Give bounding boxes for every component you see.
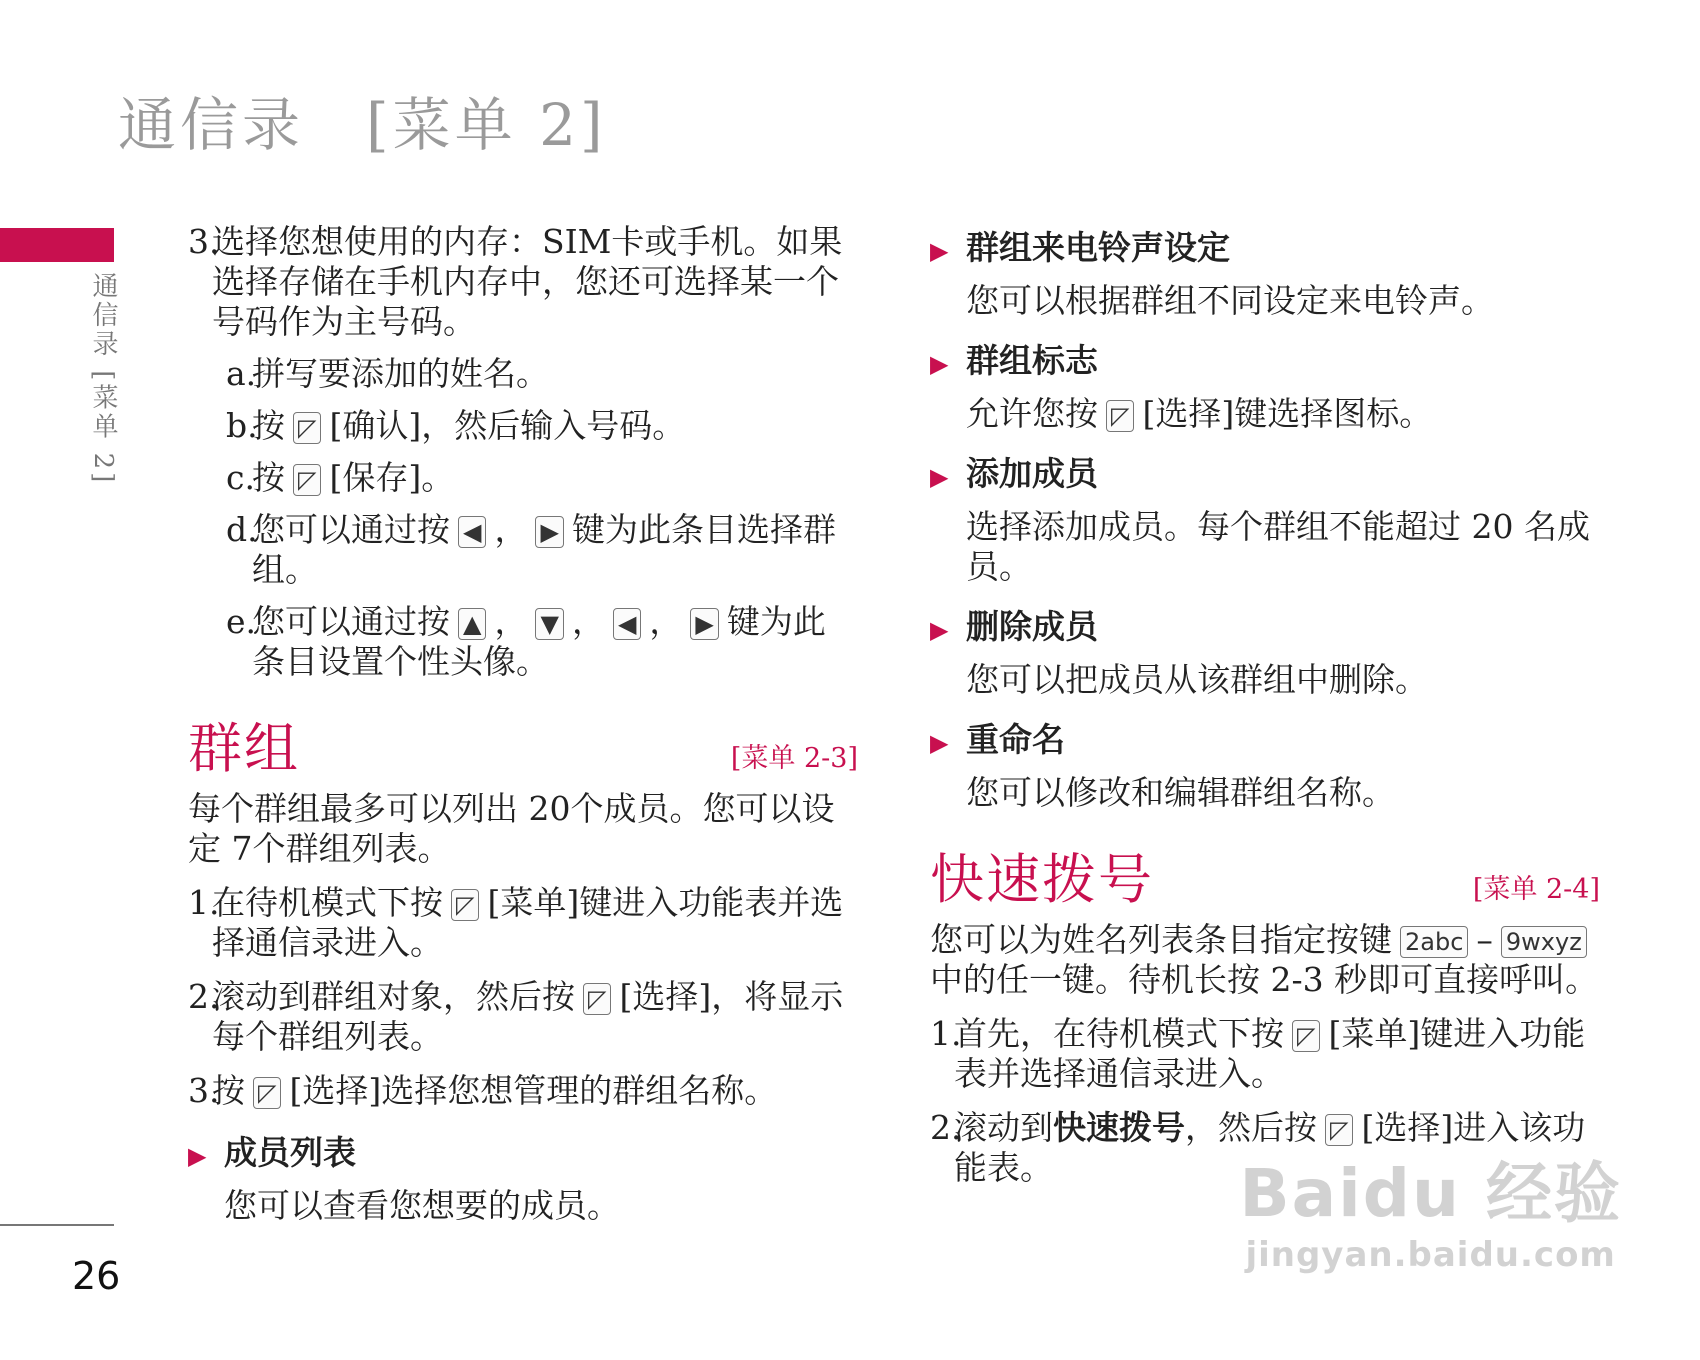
bullet-desc: 您可以查看您想要的成员。 [224, 1186, 620, 1225]
sub-step-text: 键为此条目选择群组。 [252, 510, 836, 589]
left-softkey-icon: ◸ [583, 983, 611, 1015]
step-number: 3. [188, 1071, 220, 1110]
sub-step-text: 您可以通过按 [252, 510, 450, 549]
intro-text: 中的任一键。待机长按 2-3 秒即可直接呼叫。 [930, 960, 1599, 999]
key-9-icon: 9wxyz [1501, 926, 1587, 958]
group-section-title: 群组 [188, 717, 300, 780]
step-text: 选择您想使用的内存：SIM卡或手机。如果选择存储在手机内存中，您还可选择某一个号码作为主号码。 [212, 222, 843, 341]
step-body [954, 1108, 1600, 1188]
speed-dial-section-title: 快速拨号 [930, 848, 1154, 911]
step-body [212, 1071, 858, 1111]
bullet-desc-text: 允许您按 [966, 394, 1098, 433]
sub-step-text: 拼写要添加的姓名。 [252, 354, 549, 393]
step-number: 1. [930, 1014, 962, 1053]
step-text: [菜单]键进入功能表并选择通信录进入。 [212, 883, 844, 962]
speed-dial-intro [930, 920, 1600, 1000]
step-text: [菜单]键进入功能表并选择通信录进入。 [954, 1014, 1586, 1093]
bullet-desc: 您可以把成员从该群组中删除。 [966, 660, 1428, 699]
nav-left-key-icon: ◀ [458, 516, 486, 548]
bullet-group-icon [930, 335, 1600, 382]
bullet-group-ringtone [930, 222, 1600, 269]
triangle-bullet-icon: ▶ [930, 350, 949, 378]
left-softkey-icon: ◸ [1106, 400, 1134, 432]
separator: ， [494, 602, 528, 641]
step-text: [选择]，将显示每个群组列表。 [212, 977, 844, 1056]
sub-step-body [252, 510, 858, 590]
group-step-2 [188, 977, 858, 1057]
bullet-label: 成员列表 [224, 1133, 356, 1172]
right-column [930, 222, 1600, 1188]
left-softkey-icon: ◸ [451, 889, 479, 921]
triangle-bullet-icon: ▶ [930, 237, 949, 265]
sub-step-text: 键为此条目设置个性头像。 [252, 602, 826, 681]
step-number: 2. [930, 1108, 962, 1147]
step-body [954, 1014, 1600, 1094]
speed-dial-menu-ref: [菜单 2-4] [1472, 874, 1600, 905]
nav-down-key-icon: ▼ [535, 608, 563, 640]
step-text: 滚动到群组对象，然后按 [212, 977, 575, 1016]
step-number: 2. [188, 977, 220, 1016]
speed-dial-step-1 [930, 1014, 1600, 1094]
group-intro: 每个群组最多可以列出 20个成员。您可以设定 7个群组列表。 [188, 789, 835, 868]
nav-up-key-icon: ▲ [458, 608, 486, 640]
step-text: [选择]进入该功能表。 [954, 1108, 1586, 1187]
sub-step-number: a. [226, 354, 257, 393]
step-body [212, 977, 858, 1057]
bullet-label: 添加成员 [966, 454, 1098, 493]
page-header-title: 通信录 [菜单 2] [118, 91, 607, 159]
sub-step-d [226, 510, 858, 590]
sub-step-body [252, 602, 858, 682]
triangle-bullet-icon: ▶ [930, 463, 949, 491]
left-softkey-icon: ◸ [253, 1077, 281, 1109]
triangle-bullet-icon: ▶ [188, 1142, 207, 1170]
bullet-rename [930, 714, 1600, 761]
watermark-url: jingyan.baidu.com [1245, 1235, 1616, 1275]
nav-left-key-icon: ◀ [613, 608, 641, 640]
bullet-desc-text: [选择]键选择图标。 [1142, 394, 1433, 433]
step-text: 滚动到 [954, 1108, 1053, 1147]
group-menu-ref: [菜单 2-3] [730, 743, 858, 774]
bullet-desc: 选择添加成员。每个群组不能超过 20 名成员。 [966, 507, 1590, 586]
speed-dial-section-header [930, 837, 1600, 914]
step-3-memory [188, 222, 858, 342]
sub-step-text: 按 [252, 406, 285, 445]
group-step-1 [188, 883, 858, 963]
step-text: 按 [212, 1071, 245, 1110]
sub-step-a [226, 354, 858, 394]
sub-step-number: b. [226, 406, 258, 445]
group-step-3 [188, 1071, 858, 1111]
bullet-desc: 您可以修改和编辑群组名称。 [966, 773, 1395, 812]
separator: ， [494, 510, 528, 549]
sub-step-number: e. [226, 602, 257, 641]
bullet-label: 群组标志 [966, 341, 1098, 380]
step-text: 在待机模式下按 [212, 883, 443, 922]
side-vertical-label: 通信录 [菜单 2] [88, 272, 118, 486]
step-number: 1. [188, 883, 220, 922]
page-number: 26 [72, 1254, 121, 1298]
key-2-icon: 2abc [1400, 926, 1468, 958]
triangle-bullet-icon: ▶ [930, 616, 949, 644]
triangle-bullet-icon: ▶ [930, 729, 949, 757]
bullet-delete-member [930, 601, 1600, 648]
bullet-member-list [188, 1127, 858, 1174]
side-accent-bar [0, 228, 114, 262]
step-text: ，然后按 [1185, 1108, 1317, 1147]
sub-step-text: 按 [252, 458, 285, 497]
separator: ， [571, 602, 605, 641]
watermark-logo: Baidu 经验 [1239, 1155, 1622, 1232]
nav-right-key-icon: ▶ [535, 516, 563, 548]
sub-step-body [252, 458, 858, 498]
page-number-rule [0, 1224, 114, 1226]
sub-step-text: [确认]，然后输入号码。 [329, 406, 686, 445]
left-softkey-icon: ◸ [293, 464, 321, 496]
bullet-label: 群组来电铃声设定 [966, 228, 1230, 267]
sub-step-e [226, 602, 858, 682]
left-softkey-icon: ◸ [1292, 1020, 1320, 1052]
sub-step-body [252, 406, 858, 446]
left-column [188, 222, 858, 1226]
bullet-label: 重命名 [966, 720, 1065, 759]
step-number: 3. [188, 222, 220, 261]
bullet-desc [966, 394, 1600, 434]
range-dash: – [1476, 920, 1493, 959]
step-body [212, 883, 858, 963]
sub-step-b [226, 406, 858, 446]
group-section-header [188, 706, 858, 783]
bullet-label: 删除成员 [966, 607, 1098, 646]
left-softkey-icon: ◸ [293, 412, 321, 444]
step-text: [选择]选择您想管理的群组名称。 [289, 1071, 778, 1110]
step-text: 首先，在待机模式下按 [954, 1014, 1284, 1053]
bullet-desc: 您可以根据群组不同设定来电铃声。 [966, 281, 1494, 320]
left-softkey-icon: ◸ [1325, 1114, 1353, 1146]
sub-step-number: c. [226, 458, 255, 497]
bullet-add-member [930, 448, 1600, 495]
sub-step-number: d. [226, 510, 258, 549]
sub-step-c [226, 458, 858, 498]
step-bold-text: 快速拨号 [1053, 1108, 1185, 1147]
speed-dial-step-2 [930, 1108, 1600, 1188]
nav-right-key-icon: ▶ [690, 608, 718, 640]
separator: ， [649, 602, 683, 641]
sub-step-text: [保存]。 [329, 458, 455, 497]
intro-text: 您可以为姓名列表条目指定按键 [930, 920, 1392, 959]
sub-step-text: 您可以通过按 [252, 602, 450, 641]
